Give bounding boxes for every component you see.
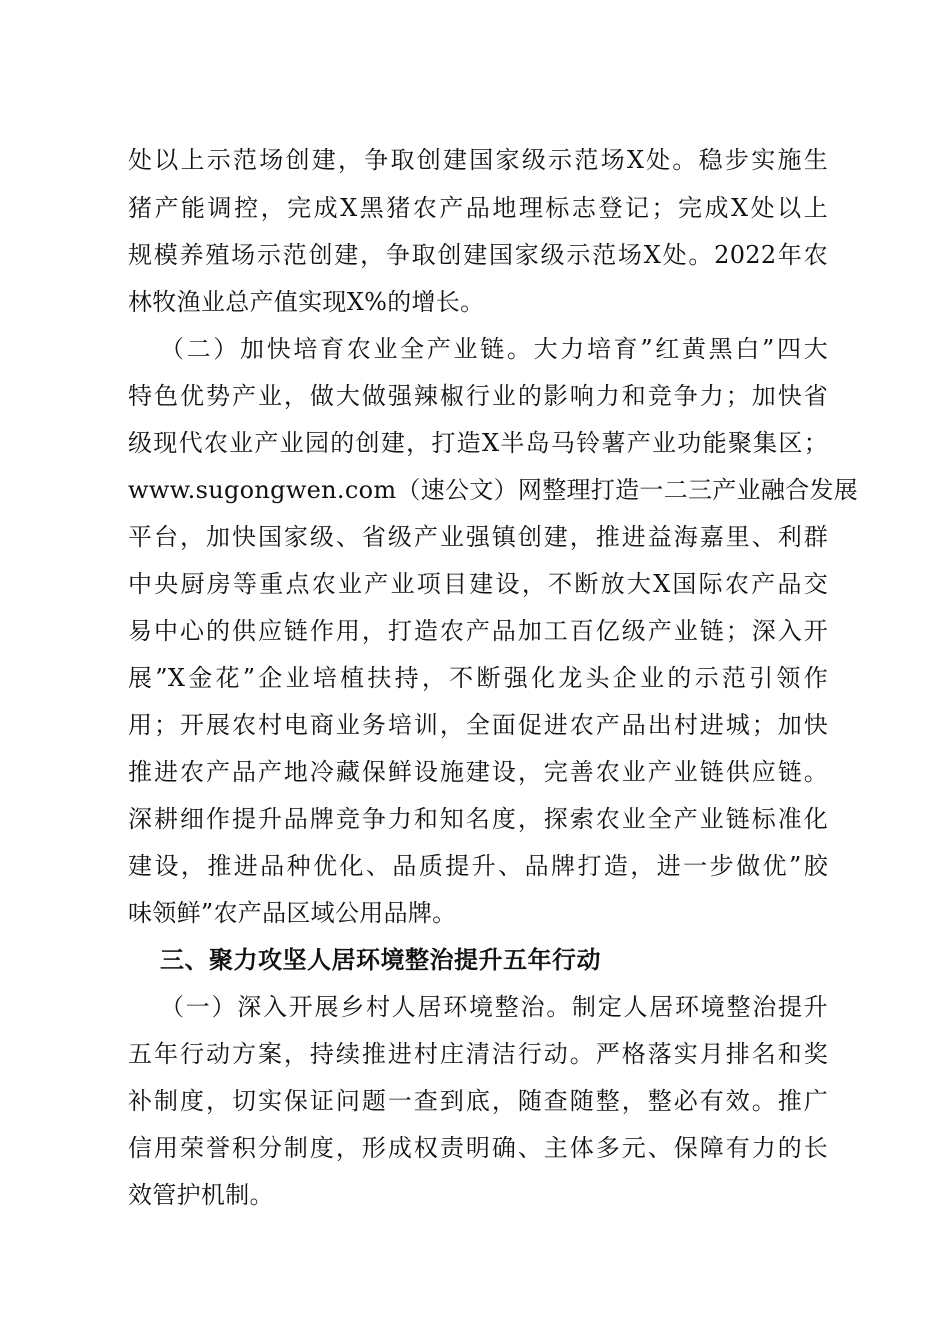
text-line: 补制度，切实保证问题一查到底，随查随整，整必有效。推广 bbox=[128, 1087, 828, 1115]
text-line: 平台，加快国家级、省级产业强镇创建，推进益海嘉里、利群 bbox=[128, 523, 828, 551]
text-line: 处以上示范场创建，争取创建国家级示范场X处。稳步实施生 bbox=[128, 146, 828, 174]
text-line: （一）深入开展乡村人居环境整治。制定人居环境整治提升 bbox=[160, 993, 828, 1021]
text-line: 级现代农业产业园的创建，打造X半岛马铃薯产业功能聚集区； bbox=[128, 429, 828, 457]
text-line: 效管护机制。 bbox=[128, 1181, 274, 1209]
text-line: 展”X金花”企业培植扶持，不断强化龙头企业的示范引领作 bbox=[128, 664, 828, 692]
text-line: 特色优势产业，做大做强辣椒行业的影响力和竞争力；加快省 bbox=[128, 382, 828, 410]
text-line: 猪产能调控，完成X黑猪农产品地理标志登记；完成X处以上 bbox=[128, 194, 828, 222]
text-line: 味领鲜”农产品区域公用品牌。 bbox=[128, 899, 457, 927]
text-line: （二）加快培育农业全产业链。大力培育”红黄黑白”四大 bbox=[160, 335, 828, 363]
text-line: 规模养殖场示范创建，争取创建国家级示范场X处。2022年农 bbox=[128, 241, 828, 269]
section-heading: 三、聚力攻坚人居环境整治提升五年行动 bbox=[160, 946, 601, 974]
text-line: www.sugongwen.com（速公文）网整理打造一二三产业融合发展 bbox=[128, 476, 859, 504]
text-line: 林牧渔业总产值实现X%的增长。 bbox=[128, 288, 485, 316]
text-line: 深耕细作提升品牌竞争力和知名度，探索农业全产业链标准化 bbox=[128, 805, 828, 833]
text-line: 建设，推进品种优化、品质提升、品牌打造，进一步做优”胶 bbox=[128, 852, 828, 880]
text-line: 用；开展农村电商业务培训，全面促进农产品出村进城；加快 bbox=[128, 711, 828, 739]
text-line: 五年行动方案，持续推进村庄清洁行动。严格落实月排名和奖 bbox=[128, 1040, 828, 1068]
text-line: 信用荣誉积分制度，形成权责明确、主体多元、保障有力的长 bbox=[128, 1134, 828, 1162]
text-line: 易中心的供应链作用，打造农产品加工百亿级产业链；深入开 bbox=[128, 617, 828, 645]
text-line: 中央厨房等重点农业产业项目建设，不断放大X国际农产品交 bbox=[128, 570, 828, 598]
text-line: 推进农产品产地冷藏保鲜设施建设，完善农业产业链供应链。 bbox=[128, 758, 828, 786]
